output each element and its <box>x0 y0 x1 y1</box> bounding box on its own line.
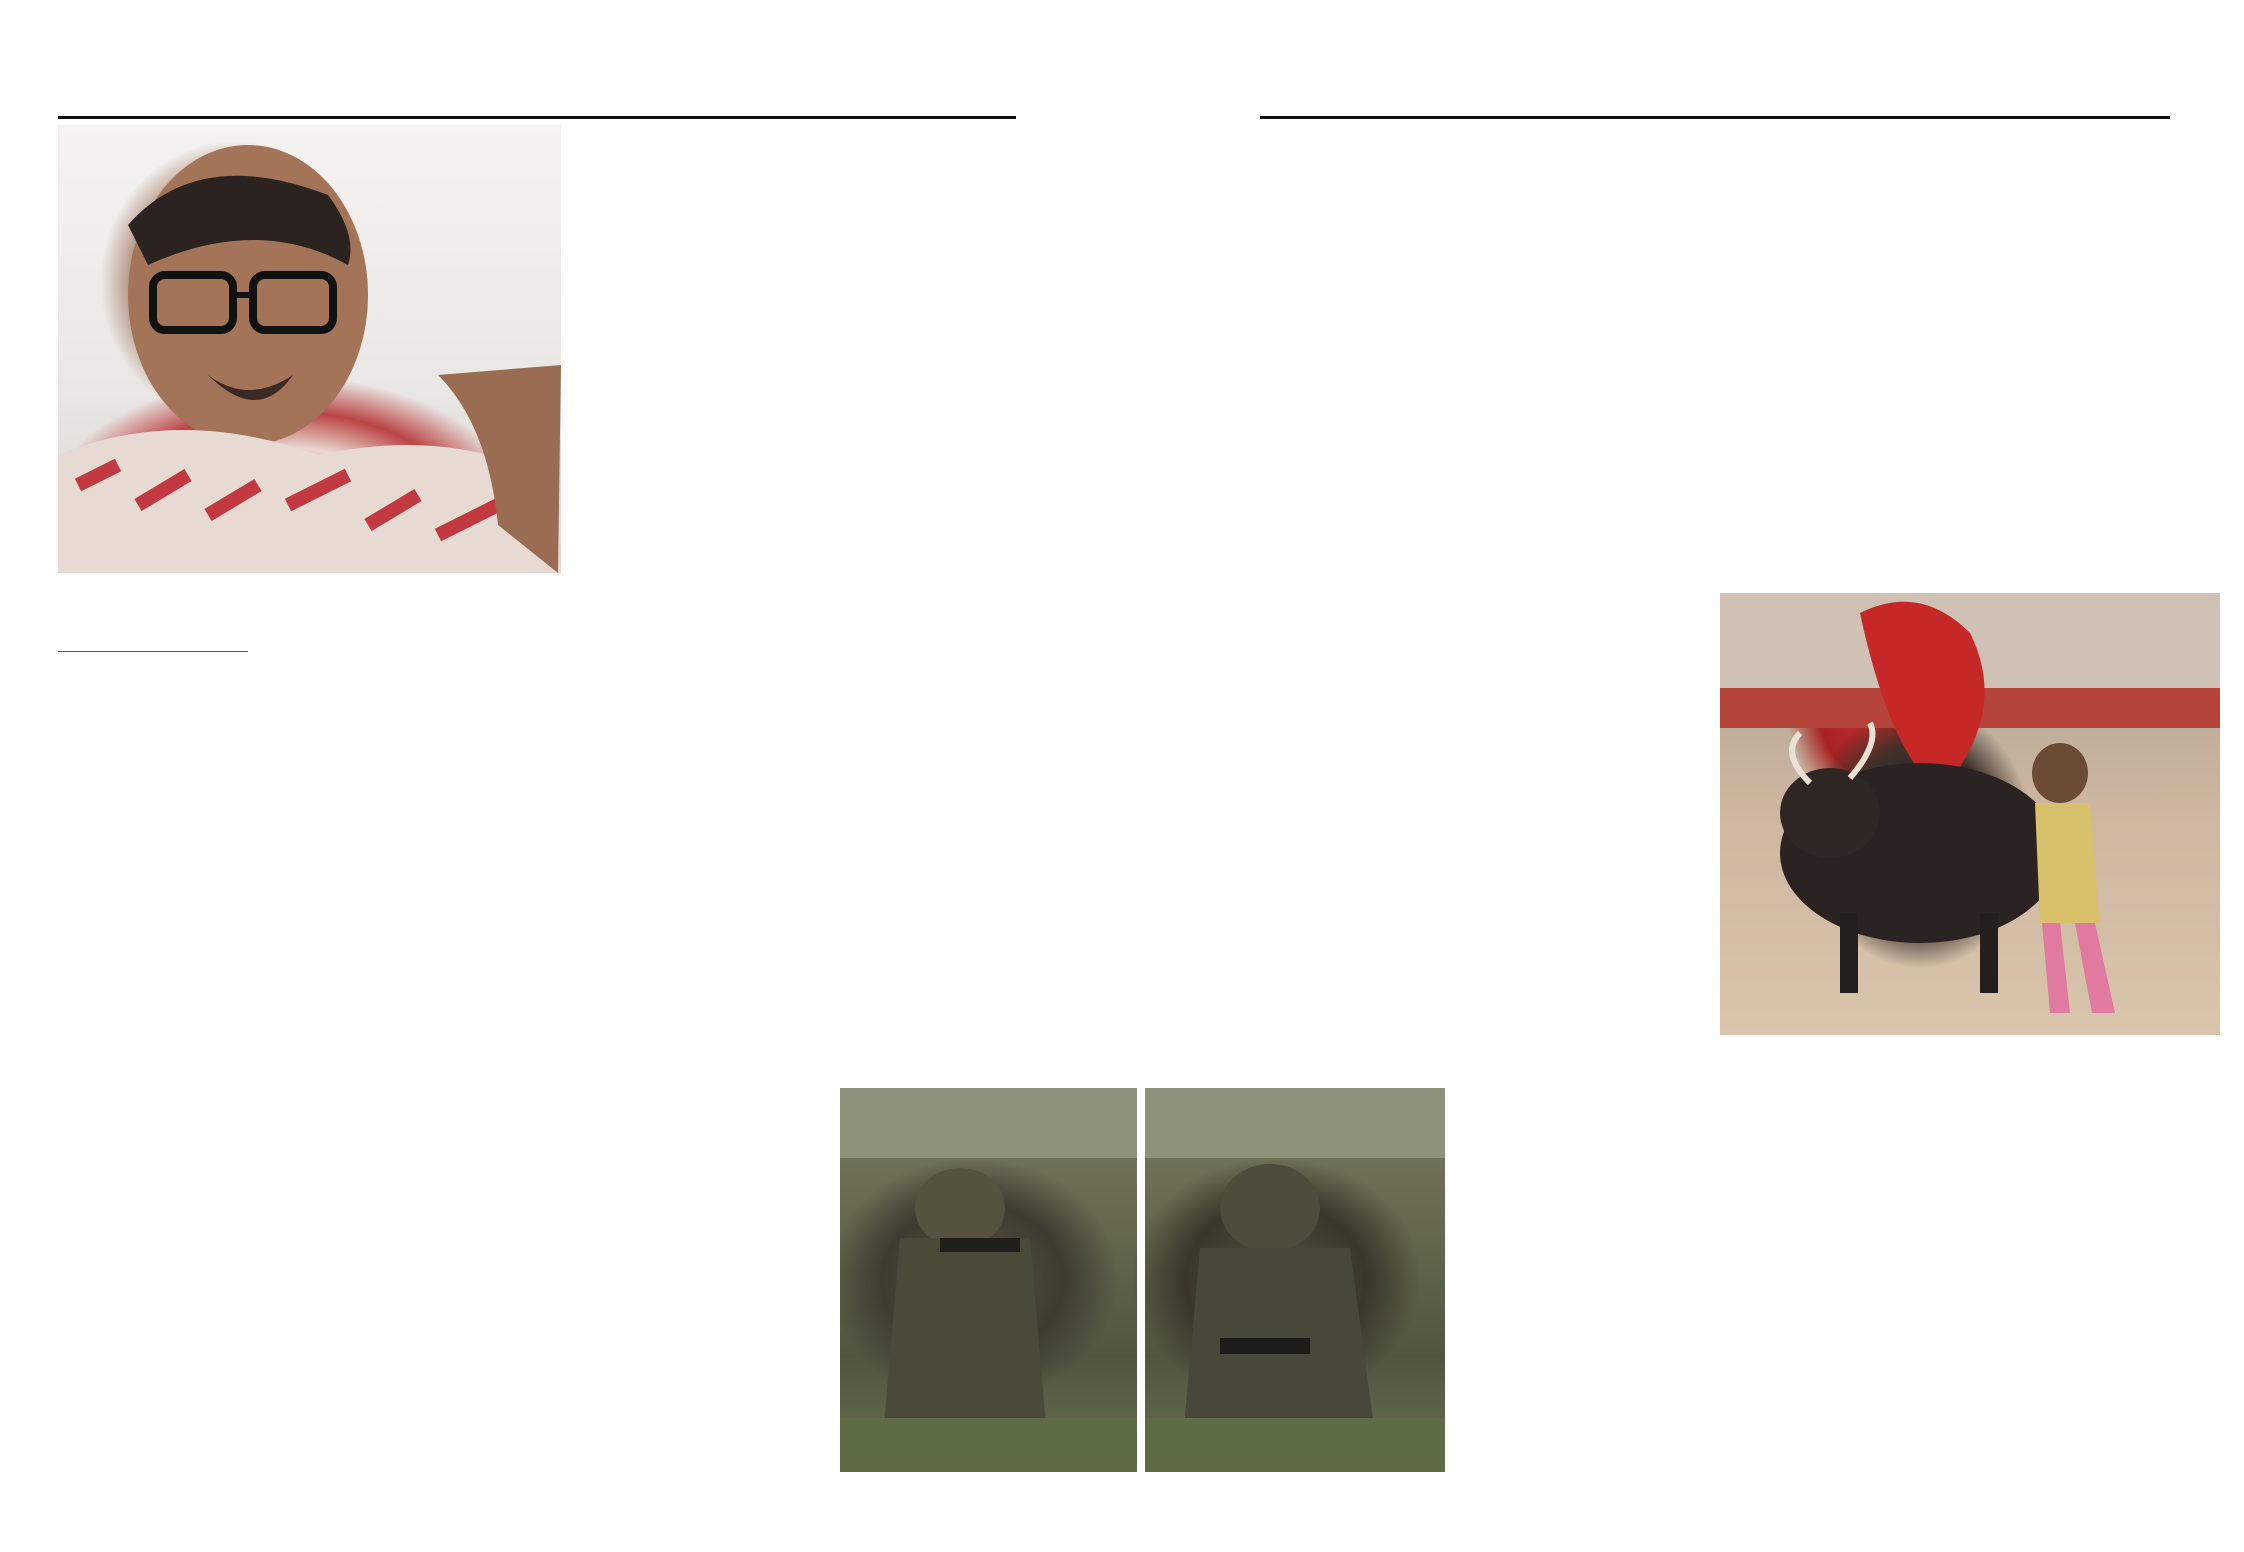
institutions-chart-svg <box>1460 1088 2220 1508</box>
article-column-1 <box>58 706 304 1076</box>
header-rule-right <box>1260 116 2170 119</box>
photo-gutter <box>1137 1088 1145 1472</box>
bullfight-photo <box>1720 593 2220 1035</box>
article-column-3 <box>578 856 872 1076</box>
header-rule-left <box>58 116 1016 119</box>
ideology-chart <box>578 497 1138 833</box>
bullfight-chart <box>58 1088 823 1472</box>
metro-chart-svg <box>1460 150 2220 570</box>
article-column-4 <box>890 852 1184 1076</box>
institutions-chart <box>1460 1088 2220 1508</box>
petro-portrait-illustration <box>58 125 561 573</box>
metro-chart <box>1460 150 2220 570</box>
petro-photo <box>58 125 561 573</box>
ideology-chart-svg <box>578 497 1138 833</box>
bullfight-chart-svg <box>58 1088 823 1472</box>
bullfight-illustration <box>1720 593 2220 1035</box>
chart-gutter <box>1139 497 1145 833</box>
byline-rule <box>58 651 248 652</box>
article-column-2 <box>318 626 564 1076</box>
article-column-5 <box>1200 494 1444 1076</box>
article-column-6 <box>1460 592 1706 1076</box>
